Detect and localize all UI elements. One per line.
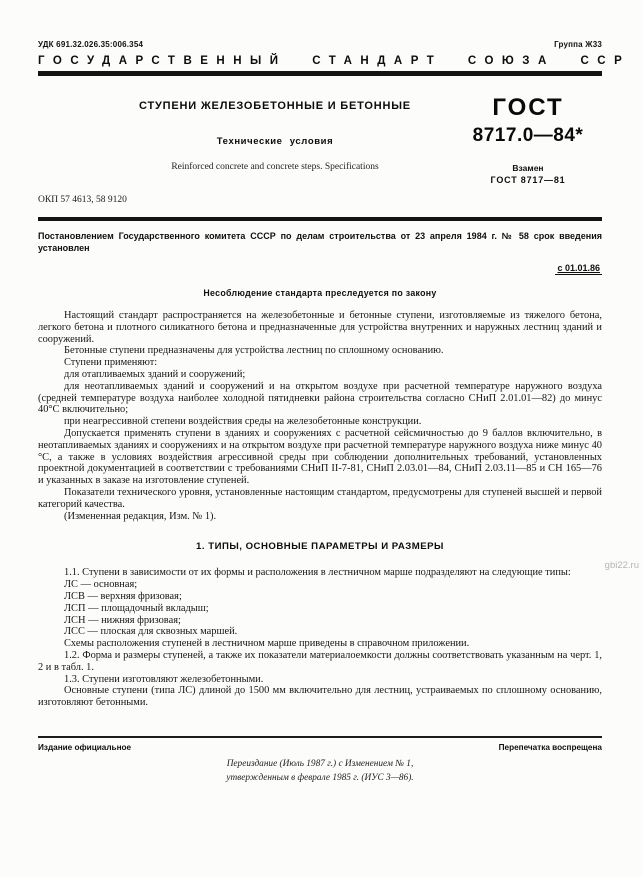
- paragraph: Настоящий стандарт распространяется на железобетонные и бетонные ступени, изготовляемые из тяжелого бетона, легкого бетона и плотного силикатного бетона и предназначенные для устройства внутренних и наружных лестниц зданий и сооружений.: [38, 310, 602, 345]
- reissue-note: [38, 757, 602, 785]
- paragraph: Основные ступени (типа ЛС) длиной до 1500 мм включительно для лестниц, устраиваемых по сплошному основанию, изготовляют бетонными.: [38, 685, 602, 709]
- reissue-note-line: Переиздание (Июль 1987 г.) с Изменением № 1,: [226, 758, 414, 769]
- title-column: [38, 100, 454, 185]
- okp-code: ОКП 57 4613, 58 9120: [38, 195, 127, 205]
- header-rule: [38, 71, 602, 76]
- replaces-label: Взамен: [512, 163, 544, 173]
- gost-designation-block: [454, 94, 602, 185]
- effective-date: с 01.01.86: [557, 263, 600, 273]
- law-notice: Несоблюдение стандарта преследуется по закону: [203, 288, 437, 298]
- title-rule: [38, 217, 602, 221]
- paragraph: для неотапливаемых зданий и сооружений и на открытом воздухе при расчетной температуре наружного воздуха (средней температуре воздуха наиболее холодной пятидневки района строительства согласно СНиП 2.01.01—82) до минус 40°С включительно;: [38, 380, 602, 416]
- paragraph: Показатели технического уровня, установленные настоящим стандартом, предусмотрены для ступеней высшей и первой категорий качества.: [38, 486, 602, 510]
- replaces-block: [454, 163, 602, 185]
- official-edition-label: Издание официальное: [38, 742, 132, 752]
- document-title: СТУПЕНИ ЖЕЛЕЗОБЕТОННЫЕ И БЕТОННЫЕ: [139, 100, 411, 112]
- page-footer: [38, 736, 602, 785]
- paragraph: для отапливаемых зданий и сооружений;: [64, 368, 246, 380]
- type-list-item: ЛСС — плоская для сквозных маршей.: [64, 626, 238, 638]
- section-1-body: [38, 567, 602, 709]
- gost-label: ГОСТ: [492, 94, 564, 121]
- replaced-standard-number: ГОСТ 8717—81: [490, 175, 566, 185]
- section-heading: 1. ТИПЫ, ОСНОВНЫЕ ПАРАМЕТРЫ И РАЗМЕРЫ: [196, 541, 444, 553]
- paragraph: 1.1. Ступени в зависимости от их формы и расположения в лестничном марше подразделяют на следующие типы:: [64, 567, 571, 579]
- paragraph: 1.2. Форма и размеры ступеней, а также их показатели материалоемкости должны соответствовать указанным на черт. 1, 2 и в табл. 1.: [38, 649, 602, 673]
- type-list-item: ЛСН — нижняя фризовая;: [64, 614, 181, 626]
- site-watermark: gbi22.ru: [604, 560, 639, 571]
- footer-rule: [38, 736, 602, 738]
- gost-number: 8717.0—84*: [472, 125, 584, 146]
- document-subtitle: Технические условия: [216, 136, 334, 147]
- reissue-note-line: утвержденным в феврале 1985 г. (ИУС 3—86).: [226, 772, 414, 783]
- paragraph: Бетонные ступени предназначены для устройства лестниц по сплошному основанию.: [64, 345, 444, 357]
- footer-labels-row: [38, 743, 602, 752]
- amendment-note: (Измененная редакция, Изм. № 1).: [64, 510, 217, 522]
- effective-date-row: [38, 258, 602, 276]
- title-block: [38, 94, 602, 185]
- intro-section: [38, 310, 602, 522]
- paragraph: Допускается применять ступени в зданиях и сооружениях с расчетной сейсмичностью до 9 баллов включительно, в неотапливаемых зданиях и сооружениях и на открытом воздухе при расчетной температуре наружного воздуха ниже минус 40 °С, а также в условиях воздействия агрессивной среды при соблюдении дополнительных требований, установленных проектной документацией в соответствии с требованиями СНиП II-7-81, СНиП 2.03.01—84, СНиП 2.03.11—85 и СН 165—76 и указанных в заказе на изготовление ступеней.: [38, 427, 602, 487]
- document-title-english: Reinforced concrete and concrete steps. Specifications: [171, 162, 379, 172]
- state-standard-org-line: ГОСУДАРСТВЕННЫЙ СТАНДАРТ СОЮЗА ССР: [38, 55, 631, 67]
- paragraph: Схемы расположения ступеней в лестничном марше приведены в справочном приложении.: [64, 638, 470, 650]
- type-list-item: ЛС — основная;: [64, 579, 138, 591]
- paragraph: 1.3. Ступени изготовляют железобетонными.: [64, 673, 264, 685]
- group-code: Группа Ж33: [554, 40, 602, 49]
- paragraph: при неагрессивной степени воздействия среды на железобетонные конструкции.: [64, 416, 422, 428]
- type-list-item: ЛСП — площадочный вкладыш;: [64, 602, 209, 614]
- paragraph: Ступени применяют:: [64, 357, 158, 369]
- classification-row: [38, 40, 602, 49]
- reprint-prohibited-label: Перепечатка воспрещена: [498, 742, 602, 752]
- udk-code: УДК 691.32.026.35:006.354: [38, 40, 144, 49]
- type-list-item: ЛСВ — верхняя фризовая;: [64, 590, 182, 602]
- decree-text: Постановлением Государственного комитета СССР по делам строительства от 23 апреля 1984 г. № 58 срок введения установлен: [38, 231, 602, 253]
